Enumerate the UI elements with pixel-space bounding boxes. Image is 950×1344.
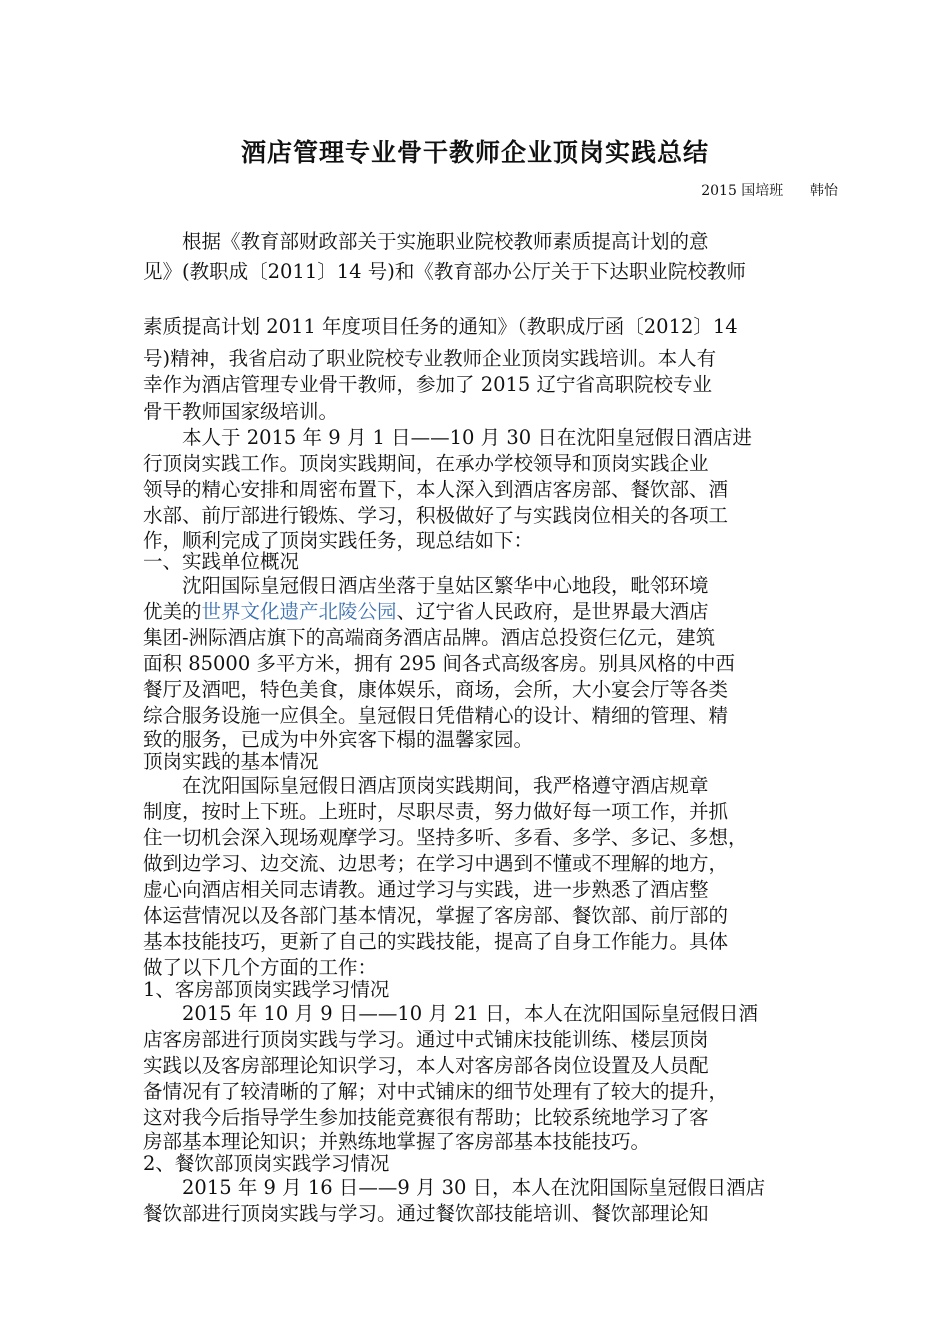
text-line: 沈阳国际皇冠假日酒店坐落于皇姑区繁华中心地段，毗邻环境 xyxy=(143,574,709,597)
text-line: 集团-洲际酒店旗下的高端商务酒店品牌。酒店总投资仨亿元，建筑 xyxy=(143,626,716,649)
text-line: 店客房部进行顶岗实践与学习。通过中式铺床技能训练、楼层顶岗 xyxy=(143,1028,709,1051)
text-line xyxy=(143,599,709,625)
text-line: 行顶岗实践工作。顶岗实践期间，在承办学校领导和顶岗实践企业 xyxy=(143,452,709,475)
text-line: 根据《教育部财政部关于实施职业院校教师素质提高计划的意 xyxy=(143,230,709,253)
text-line: 素质提高计划 2011 年度项目任务的通知》（教职成厅函〔2012〕14 xyxy=(143,315,738,338)
text-line: 本人于 2015 年 9 月 1 日——10 月 30 日在沈阳皇冠假日酒店进 xyxy=(143,426,752,449)
section-heading: 顶岗实践的基本情况 xyxy=(143,750,319,773)
text-line: 住一切机会深入现场观摩学习。坚持多听、多看、多学、多记、多想， xyxy=(143,826,748,849)
text-line: 这对我今后指导学生参加技能竞赛很有帮助；比较系统地学习了客 xyxy=(143,1106,709,1129)
text-line: 骨干教师国家级培训。 xyxy=(143,400,339,423)
text-line: 虚心向酒店相关同志请教。通过学习与实践，进一步熟悉了酒店整 xyxy=(143,878,709,901)
author-line: 2015 国培班 韩怡 xyxy=(701,183,838,199)
text-line: 做了以下几个方面的工作： xyxy=(143,956,378,979)
section-heading: 2、餐饮部顶岗实践学习情况 xyxy=(143,1152,390,1175)
text-line: 在沈阳国际皇冠假日酒店顶岗实践期间，我严格遵守酒店规章 xyxy=(143,774,709,797)
text-line: 见》(教职成〔2011〕14 号)和《教育部办公厅关于下达职业院校教师 xyxy=(143,260,746,283)
text-line: 面积 85000 多平方米，拥有 295 间各式高级客房。别具风格的中西 xyxy=(143,652,736,675)
text-line: 餐厅及酒吧，特色美食，康体娱乐，商场，会所，大小宴会厅等各类 xyxy=(143,678,729,701)
text-line: 领导的精心安排和周密布置下，本人深入到酒店客房部、餐饮部、酒 xyxy=(143,478,729,501)
text-line: 实践以及客房部理论知识学习，本人对客房部各岗位设置及人员配 xyxy=(143,1054,709,1077)
text-line: 号)精神，我省启动了职业院校专业教师企业顶岗实践培训。本人有 xyxy=(143,347,717,370)
section-heading: 1、客房部顶岗实践学习情况 xyxy=(143,978,390,1001)
text-line: 综合服务设施一应俱全。皇冠假日凭借精心的设计、精细的管理、精 xyxy=(143,704,729,727)
text-line: 2015 年 9 月 16 日——9 月 30 日，本人在沈阳国际皇冠假日酒店 xyxy=(143,1176,766,1199)
text-line: 2015 年 10 月 9 日——10 月 21 日，本人在沈阳国际皇冠假日酒 xyxy=(143,1002,759,1025)
text-line: 备情况有了较清晰的了解；对中式铺床的细节处理有了较大的提升， xyxy=(143,1080,729,1103)
text-line: 房部基本理论知识；并熟练地掌握了客房部基本技能技巧。 xyxy=(143,1130,651,1153)
text-segment: 优美的 xyxy=(143,600,202,623)
text-line: 制度，按时上下班。上班时，尽职尽责，努力做好每一项工作，并抓 xyxy=(143,800,729,823)
text-line: 幸作为酒店管理专业骨干教师，参加了 2015 辽宁省高职院校专业 xyxy=(143,373,713,396)
text-line: 做到边学习、边交流、边思考；在学习中遇到不懂或不理解的地方， xyxy=(143,852,729,875)
text-line: 作，顺利完成了顶岗实践任务，现总结如下： xyxy=(143,529,534,552)
text-line: 餐饮部进行顶岗实践与学习。通过餐饮部技能培训、餐饮部理论知 xyxy=(143,1202,709,1225)
text-line: 基本技能技巧，更新了自己的实践技能，提高了自身工作能力。具体 xyxy=(143,930,729,953)
text-line: 体运营情况以及各部门基本情况，掌握了客房部、餐饮部、前厅部的 xyxy=(143,904,729,927)
text-segment: 、辽宁省人民政府，是世界最大酒店 xyxy=(396,600,709,623)
link-beiling-park[interactable]: 世界文化遗产北陵公园 xyxy=(201,600,397,623)
section-heading: 一、实践单位概况 xyxy=(143,550,300,573)
text-line: 水部、前厅部进行锻炼、学习，积极做好了与实践岗位相关的各项工 xyxy=(143,504,729,527)
text-line: 致的服务，已成为中外宾客下榻的温馨家园。 xyxy=(143,728,534,751)
document-title: 酒店管理专业骨干教师企业顶岗实践总结 xyxy=(240,138,709,167)
